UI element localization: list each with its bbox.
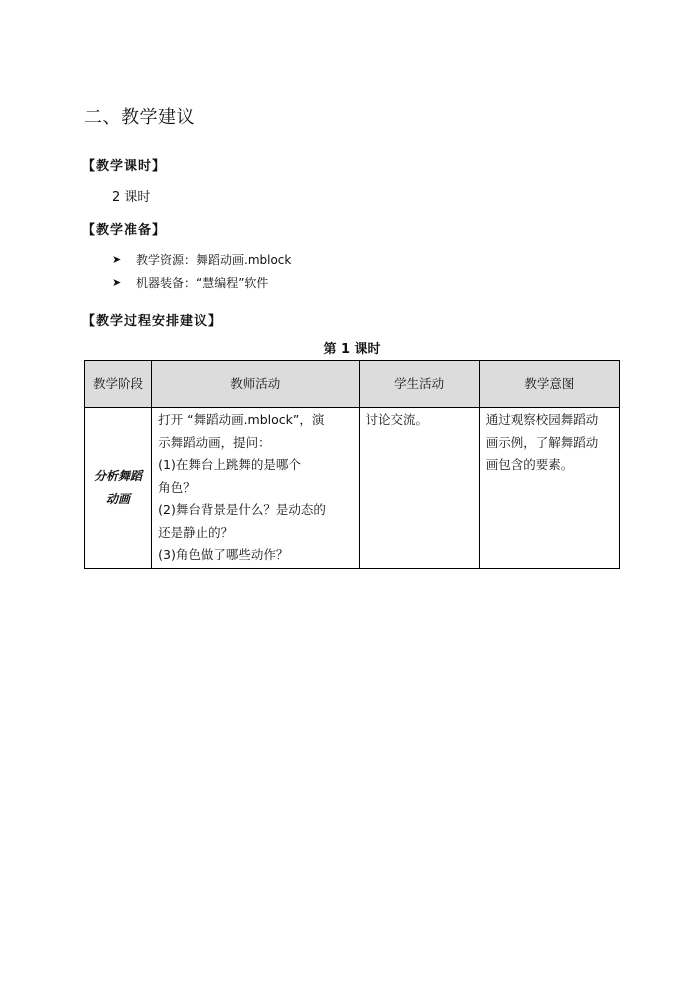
teaching-intent-cell: [479, 408, 619, 569]
teacher-line: 打开 “舞蹈动画.mblock”，演: [158, 412, 325, 427]
lesson-plan-table: [84, 360, 620, 569]
teacher-line: (3)角色做了哪些动作？: [158, 547, 289, 562]
student-activity-cell: 讨论交流。: [359, 408, 479, 569]
preparation-item-text: 机器装备：“慧编程”软件: [136, 276, 269, 290]
table-header-row: [85, 361, 620, 408]
header-teaching-intent: 教学意图: [479, 361, 619, 408]
teacher-line: 角色？: [158, 479, 196, 495]
header-teacher-activity: 教师活动: [152, 361, 359, 408]
preparation-title: 【教学准备】: [82, 223, 167, 238]
header-student-activity: 学生活动: [359, 361, 479, 408]
lesson-hours-title: 【教学课时】: [82, 159, 167, 174]
arrow-bullet-icon: ➤: [112, 253, 122, 266]
header-stage: 教学阶段: [85, 361, 152, 408]
table-row: [85, 408, 620, 569]
intent-line: 画包含的要素。: [485, 457, 574, 472]
section-heading: 二、教学建议: [84, 107, 195, 128]
teacher-activity-cell: [152, 408, 359, 569]
intent-line: 画示例，了解舞蹈动: [485, 434, 599, 450]
stage-cell: 分析舞蹈动画: [85, 408, 152, 569]
preparation-item-text: 教学资源：舞蹈动画.mblock: [136, 253, 292, 267]
process-title: 【教学过程安排建议】: [82, 314, 223, 329]
teacher-line: 还是静止的？: [158, 524, 234, 540]
teacher-line: (1)在舞台上跳舞的是哪个: [158, 457, 301, 472]
preparation-item: [112, 251, 291, 268]
intent-line: 通过观察校园舞蹈动: [485, 412, 599, 427]
lesson-hours-value: 2 课时: [112, 190, 151, 205]
preparation-item: [112, 274, 268, 291]
teacher-line: (2)舞台背景是什么？是动态的: [158, 502, 326, 517]
arrow-bullet-icon: ➤: [112, 276, 122, 289]
teacher-line: 示舞蹈动画，提问：: [158, 434, 271, 450]
table-caption: 第 1 课时: [323, 342, 381, 357]
